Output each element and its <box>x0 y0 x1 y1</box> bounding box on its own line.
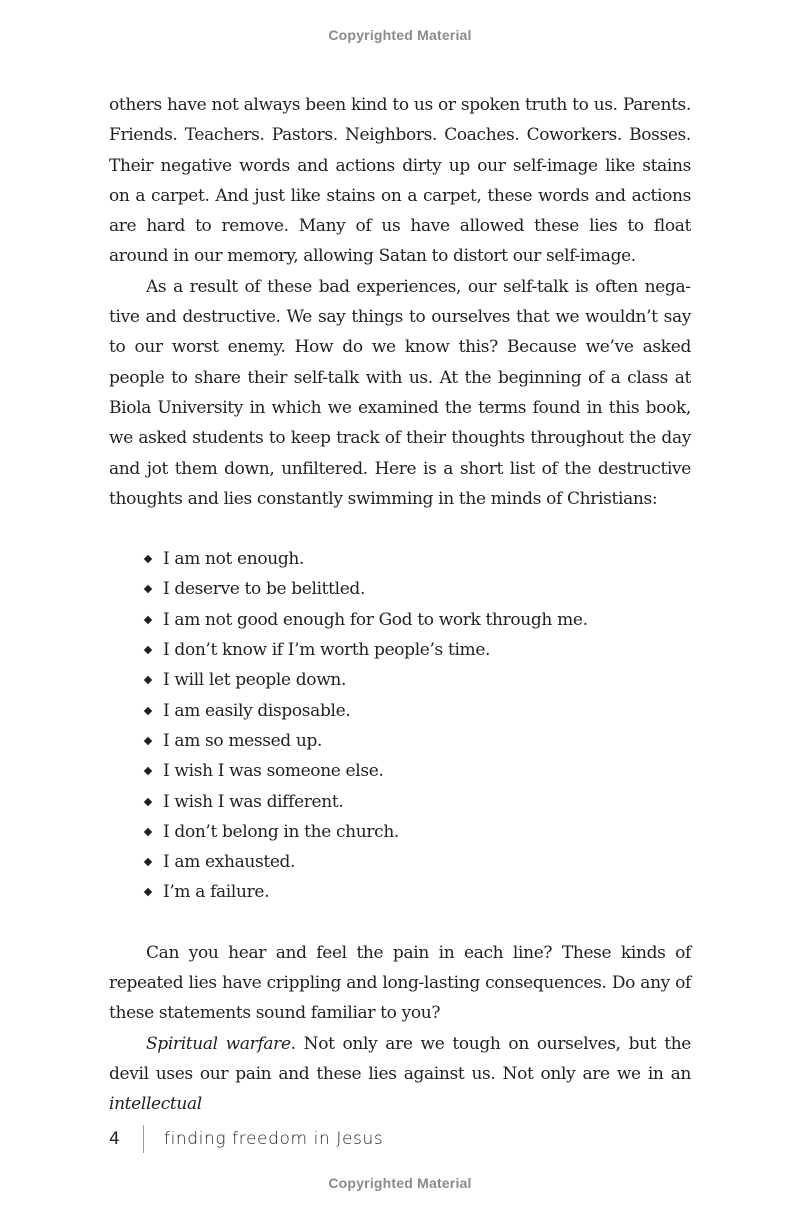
diamond-bullet-icon <box>144 555 152 563</box>
list-item: I am not enough. <box>143 544 691 574</box>
copyright-watermark-bottom: Copyrighted Material <box>328 1175 472 1191</box>
diamond-bullet-icon <box>144 767 152 775</box>
paragraph-4: Spiritual warfare. Not only are we tough on ourselves, but the devil uses our pain and these lies against us. Not only are we in an intellectual <box>109 1033 692 1115</box>
diamond-bullet-icon <box>144 858 152 866</box>
page-number: 4 <box>109 1129 120 1149</box>
list-item: I am easily disposable. <box>143 696 691 726</box>
destructive-thoughts-list <box>109 544 691 908</box>
diamond-bullet-icon <box>144 737 152 745</box>
diamond-bullet-icon <box>144 616 152 624</box>
list-item: I deserve to be belittled. <box>143 574 691 604</box>
list-item: I am not good enough for God to work through me. <box>143 605 691 635</box>
paragraph-2: As a result of these bad experiences, our self-talk is often negative and destructive. We say things to ourselves that we wouldn’t say to our worst enemy. How do we know this? Because we’ve asked people to share their self-talk with us. At the beginning of a class at Biola University in which we examined the terms found in this book, we asked students to keep track of their thoughts throughout the day and jot them down, unfiltered. Here is a short list of the destructive thoughts and lies constantly swimming in the minds of Christians: <box>109 276 691 509</box>
list-item: I will let people down. <box>143 665 691 695</box>
list-item: I don’t know if I’m worth people’s time. <box>143 635 691 665</box>
page-body <box>109 90 691 1120</box>
list-item: I’m a failure. <box>143 877 691 907</box>
page-footer <box>109 1124 383 1154</box>
diamond-bullet-icon <box>144 706 152 714</box>
diamond-bullet-icon <box>144 676 152 684</box>
running-title: finding freedom in Jesus <box>164 1129 384 1149</box>
italic-term-intellectual: intellectual <box>109 1094 202 1115</box>
list-item: I wish I was different. <box>143 787 691 817</box>
copyright-watermark-top: Copyrighted Material <box>328 27 472 43</box>
diamond-bullet-icon <box>144 646 152 654</box>
footer-divider <box>143 1125 144 1153</box>
list-item: I am so messed up. <box>143 726 691 756</box>
diamond-bullet-icon <box>144 797 152 805</box>
list-item: I wish I was someone else. <box>143 756 691 786</box>
list-item: I am exhausted. <box>143 847 691 877</box>
list-item: I don’t belong in the church. <box>143 817 691 847</box>
diamond-bullet-icon <box>144 828 152 836</box>
italic-term-spiritual-warfare: Spiritual warfare <box>146 1033 291 1054</box>
paragraph-1: others have not always been kind to us or spoken truth to us. Parents. Friends. Teachers. Pastors. Neighbors. Coaches. Coworkers. Bosses. Their negative words and actions dirty up our self-image like stains on a carpet. And just like stains on a carpet, these words and actions are hard to remove. Many of us have allowed these lies to float around in our memory, allowing Satan to distort our self-image. <box>109 95 691 267</box>
diamond-bullet-icon <box>144 585 152 593</box>
paragraph-3: Can you hear and feel the pain in each line? These kinds of repeated lies have crippling and long-lasting consequences. Do any of these statements sound familiar to you? <box>109 942 691 1024</box>
diamond-bullet-icon <box>144 888 152 896</box>
